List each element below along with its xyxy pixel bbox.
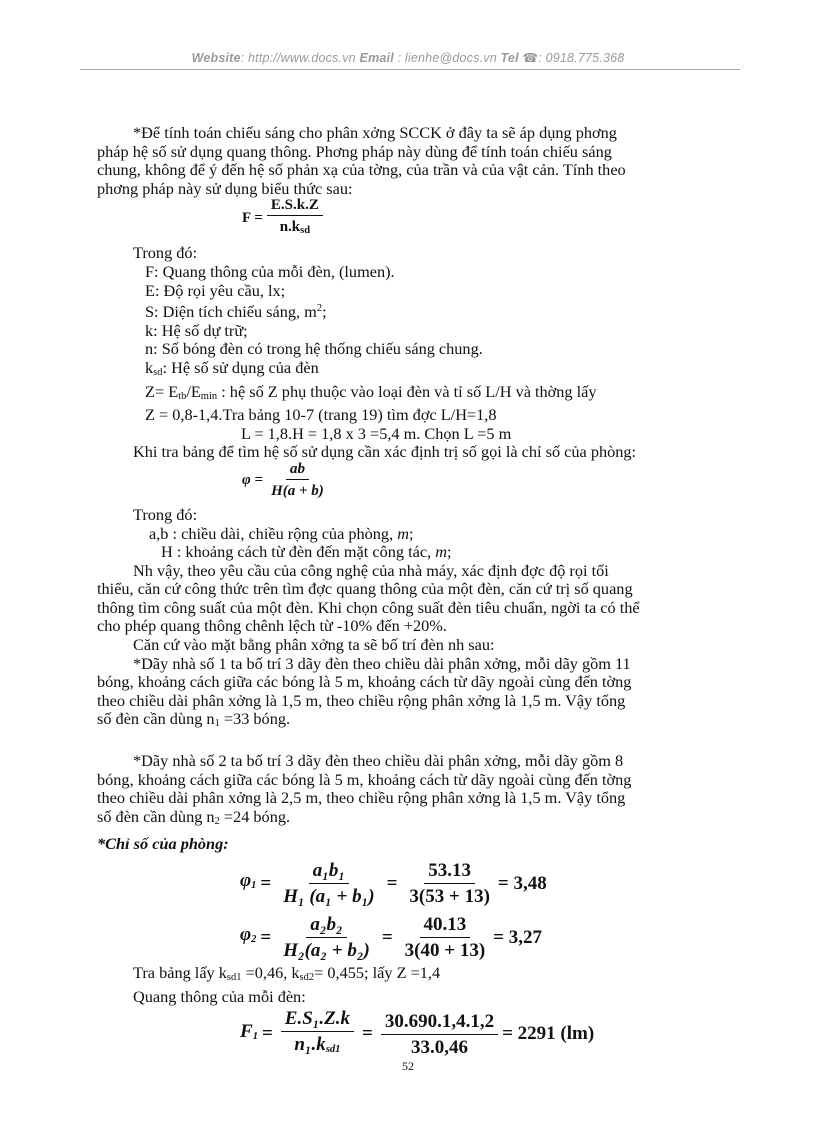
page-number: 52 (402, 1059, 414, 1073)
formula-numerator: ab (286, 460, 309, 480)
row1-count-sub: 1 (214, 718, 220, 730)
phi2-numerator-values: 40.13 (420, 914, 471, 938)
F1-result: = 2291 (lm) (502, 1023, 595, 1045)
formula-flux (97, 196, 738, 240)
def-S-text: S: Diện tích chiếu sáng, m (145, 302, 317, 322)
phi2-fraction (279, 914, 374, 962)
F1-numerator: E.S₁.Z.k (281, 1008, 354, 1032)
F1-sub: 1 (252, 1030, 258, 1042)
tel-value: : 0918.775.368 (538, 51, 625, 65)
intro-line: chung, không để ý đến hệ số phản xạ của tờng, của trần và của vật cản. Tính theo (97, 160, 626, 180)
F1-denominator-values: 33.0,46 (410, 1036, 468, 1058)
formula-room-index (97, 460, 738, 500)
row1-count-post: =33 bóng. (219, 709, 291, 729)
def-F: F: Quang thông của mỗi đèn, (lumen). (145, 261, 395, 281)
intro-line: pháp hệ số sử dụng quang thông. Phơng pháp này dùng để tính toán chiếu sáng (97, 141, 612, 161)
def-ab-post: ; (408, 523, 414, 543)
def-ab (97, 525, 738, 544)
equals-sign: = (386, 872, 398, 894)
page-header (0, 50, 816, 65)
den-main: n.k (279, 219, 301, 236)
formula-lhs: F = (242, 210, 263, 227)
F1-den-sub: sd1 (325, 1044, 341, 1056)
para-line: thiểu, căn cứ công thức trên tìm đợc quang thông của một đèn, căn cứ trị số quang (97, 579, 633, 599)
row2-line: bóng, khoảng cách giữa các bóng là 5 m, khoảng cách từ dãy ngoài cùng đến tờng (97, 769, 632, 789)
phone-icon: ☎ (522, 51, 539, 65)
F1-den-main: n₁.k (294, 1034, 326, 1056)
F1-lhs (240, 1020, 258, 1047)
document-body (97, 124, 738, 1061)
row2-line (97, 808, 738, 832)
email-value: : lienhe@docs.vn (397, 51, 497, 65)
row1-line: bóng, khoảng cách giữa các bóng là 5 m, khoảng cách từ dãy ngoài cùng đến tờng (97, 672, 632, 692)
F1-fraction-values (381, 1011, 498, 1059)
F1-denominator (290, 1032, 344, 1061)
z-b: /E (186, 381, 201, 401)
para-line: thông tìm công suất của một đèn. Khi chọn công suất đèn tiêu chuẩn, ngời ta có thể (97, 597, 640, 617)
equals-sign: = (260, 926, 272, 948)
row1-line (97, 710, 738, 734)
formula-fraction (267, 460, 328, 500)
phi1-numerator: a₁b₁ (309, 860, 349, 884)
phi1-symbol: φ (240, 870, 252, 892)
ksd-main: k (145, 357, 154, 377)
F1-numerator-values: 30.690.1,4.1,2 (381, 1011, 498, 1035)
formula-lhs: φ = (242, 471, 264, 488)
row1-count-text: số đèn cần dùng n (97, 709, 215, 729)
formula-F1 (97, 1008, 738, 1061)
equals-sign: = (261, 1023, 273, 1045)
z-sub2: min (200, 390, 218, 402)
phi1-fraction (279, 860, 378, 908)
website-label: Website (191, 51, 241, 65)
equals-sign: = (362, 1023, 373, 1045)
def-H-text: H : khoảng cách từ đèn đến mặt công tác, (161, 542, 432, 562)
lookup-sub2: sd2 (299, 972, 315, 983)
z-sub1: tb (178, 390, 187, 402)
phi2-denominator: H₂(a₂ + b₂) (283, 940, 370, 961)
phi2-denominator-values: 3(40 + 13) (404, 940, 486, 961)
row2-count-sub: 2 (214, 815, 220, 827)
phi2-fraction-values (401, 914, 489, 962)
where-label: Trong đó: (133, 504, 198, 524)
formula-denominator: H(a + b) (271, 482, 324, 499)
row2-count-text: số đèn cần dùng n (97, 806, 215, 826)
F1-symbol: F (240, 1020, 253, 1042)
para-line: cho phép quang thông chênh lệch từ -10% đến +20%. (97, 616, 447, 636)
equals-sign: = (381, 926, 393, 948)
row1-line: *Dãy nhà số 1 ta bố trí 3 dãy đèn theo chiều dài phân xởng, mỗi dãy gồm 11 (133, 653, 631, 673)
def-ab-unit: m (397, 523, 409, 543)
row1-line: theo chiều dài phân xởng là 1,5 m, theo chiều rộng phân xởng là 1,5 m. Vậy tổng (97, 690, 626, 710)
phi2-result: = 3,27 (493, 926, 542, 948)
def-S (97, 300, 738, 322)
row2-line: *Dãy nhà số 2 ta bố trí 3 dãy đèn theo chiều dài phân xởng, mỗi dãy gồm 8 (133, 751, 624, 771)
def-H-post: ; (446, 542, 452, 562)
room-index-heading: *Chỉ số của phòng: (97, 834, 229, 854)
phi1-denominator: H₁ (a₁ + b₁) (283, 886, 375, 907)
plan-line: Căn cứ vào mặt bằng phân xởng ta sẽ bố trí đèn nh sau: (133, 635, 495, 655)
email-label: Email (359, 51, 394, 65)
def-k: k: Hệ số dự trữ; (145, 320, 248, 340)
phi1-lhs (240, 872, 256, 896)
phi1-sub: 1 (251, 880, 257, 892)
row2-count-post: =24 bóng. (219, 806, 291, 826)
phi2-sub: 2 (251, 934, 257, 946)
formula-denominator (276, 216, 314, 240)
def-H (97, 543, 738, 562)
phi2-numerator: a₂b₂ (306, 914, 346, 938)
phi1-result: = 3,48 (497, 872, 547, 894)
phi2-symbol: φ (240, 924, 252, 946)
website-value: : http://www.docs.vn (240, 51, 356, 65)
F1-fraction (281, 1008, 354, 1061)
formula-fraction (267, 196, 323, 240)
lookup-line (97, 964, 738, 988)
phi1-fraction-values (405, 860, 493, 908)
formula-numerator: E.S.k.Z (267, 196, 323, 216)
lookup-b: =0,46, k (241, 963, 300, 982)
formula-phi2 (97, 914, 738, 962)
equals-sign: = (260, 872, 272, 894)
intro-line: *Để tính toán chiếu sáng cho phân xởng SCCK ở đây ta sẽ áp dụng phơng (133, 123, 617, 142)
ksd-sub: sd (153, 366, 163, 378)
room-index-intro: Khi tra bảng để tìm hệ số sử dụng cần xác định trị số gọi là chỉ số của phòng: (133, 442, 637, 462)
flux-intro: Quang thông của mỗi đèn: (133, 986, 306, 1006)
para-line: Nh vậy, theo yêu cầu của công nghệ của nhà máy, xác định đợc độ rọi tối (133, 560, 609, 580)
header-divider (80, 69, 740, 70)
phi1-numerator-values: 53.13 (424, 860, 475, 884)
def-H-unit: m (435, 542, 447, 562)
lookup-a: Tra bảng lấy k (133, 963, 227, 982)
formula-phi1 (97, 860, 738, 908)
row2-line: theo chiều dài phân xởng là 2,5 m, theo chiều rộng phân xởng là 1,5 m. Vậy tổng (97, 788, 626, 808)
tel-label: Tel (500, 51, 519, 65)
def-Z (97, 383, 738, 407)
def-n: n: Số bóng đèn có trong hệ thống chiếu sáng chung. (145, 339, 483, 359)
def-ab-text: a,b : chiều dài, chiều rộng của phòng, (149, 523, 394, 543)
def-L: L = 1,8.H = 1,8 x 3 =5,4 m. Chọn L =5 m (241, 423, 512, 443)
z-a: Z= E (145, 381, 179, 401)
def-Z-range: Z = 0,8-1,4.Tra bảng 10-7 (trang 19) tìm đợc L/H=1,8 (145, 405, 497, 425)
phi1-denominator-values: 3(53 + 13) (409, 886, 490, 907)
def-S-post: ; (322, 302, 327, 322)
lookup-c: = 0,455; lấy Z =1,4 (314, 963, 441, 982)
phi2-lhs (240, 926, 256, 950)
ksd-rest: : Hệ số sử dụng của đèn (162, 357, 319, 377)
den-sub: sd (300, 225, 311, 237)
z-c: : hệ số Z phụ thuộc vào loại đèn và tỉ số L/H và thờng lấy (217, 381, 597, 401)
def-S-sup: 2 (316, 303, 323, 315)
lookup-sub1: sd1 (226, 972, 242, 983)
intro-line: phơng pháp này sử dụng biểu thức sau: (97, 178, 353, 198)
def-ksd (97, 359, 738, 383)
def-E: E: Độ rọi yêu cầu, lx; (145, 280, 286, 300)
where-label: Trong đó: (133, 243, 198, 263)
